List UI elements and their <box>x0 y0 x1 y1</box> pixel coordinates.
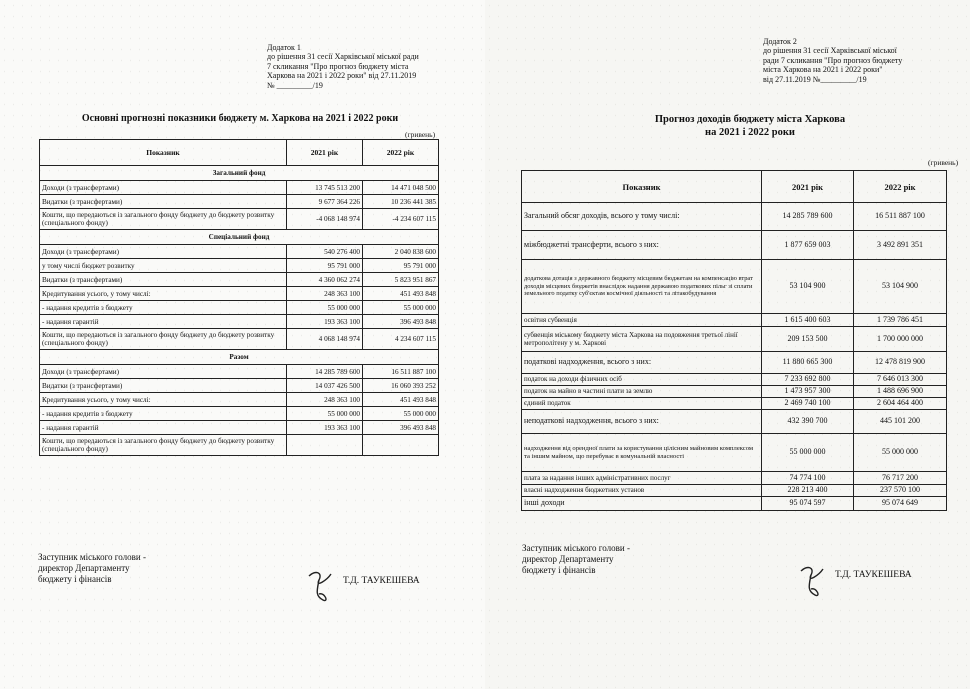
value-2021: 248 363 100 <box>287 393 363 407</box>
table-row <box>522 398 947 410</box>
table-row <box>40 181 439 195</box>
value-2022: 237 570 100 <box>854 485 947 497</box>
row-label: Кредитування усього, у тому числі: <box>40 393 287 407</box>
value-2021: 9 677 364 226 <box>287 195 363 209</box>
page-appendix-2 <box>485 0 970 689</box>
value-2022: 396 493 848 <box>363 315 439 329</box>
column-header: 2021 рік <box>762 171 854 203</box>
value-2021: 14 285 789 600 <box>762 203 854 231</box>
signatory-name: Т.Д. ТАУКЕШЕВА <box>835 570 912 580</box>
row-label: Кошти, що передаються із загального фонду бюджету до бюджету розвитку (спеціального фонду) <box>40 435 287 456</box>
table-row <box>40 259 439 273</box>
table-row <box>522 472 947 485</box>
signatory-line: директор Департаменту <box>522 554 614 564</box>
signatory-name: Т.Д. ТАУКЕШЕВА <box>343 576 420 586</box>
signatory-line: Заступник міського голови - <box>38 552 146 562</box>
row-label: додаткова дотація з державного бюджету місцевим бюджетам на компенсацію втрат доходів місцевих бюджетів внаслідок надання державою податкових пільг зі сплати земельного податку суб'єктам космічної діяльності та літакобудування <box>522 260 762 314</box>
row-label: Загальний обсяг доходів, всього у тому числі: <box>522 203 762 231</box>
table-row <box>522 203 947 231</box>
value-2022: 16 060 393 252 <box>363 379 439 393</box>
table-row <box>522 327 947 352</box>
addendum-line: Харкова на 2021 і 2022 роки" від 27.11.2019 <box>267 71 417 81</box>
row-label: інші доходи <box>522 497 762 511</box>
value-2022 <box>363 435 439 456</box>
value-2022: 451 493 848 <box>363 287 439 301</box>
row-label: власні надходження бюджетних установ <box>522 485 762 497</box>
addendum-line: до рішення 31 сесії Харківської міської <box>763 46 897 56</box>
value-2022: 445 101 200 <box>854 410 947 434</box>
row-label: податкові надходження, всього з них: <box>522 352 762 374</box>
value-2022: 53 104 900 <box>854 260 947 314</box>
addendum-line: Додаток 2 <box>763 37 797 46</box>
signatory-line: бюджету і фінансів <box>522 565 596 575</box>
value-2021: 55 000 000 <box>287 407 363 421</box>
value-2022: 7 646 013 300 <box>854 374 947 386</box>
table-row <box>522 352 947 374</box>
value-2022: 451 493 848 <box>363 393 439 407</box>
row-label: у тому числі бюджет розвитку <box>40 259 287 273</box>
value-2022: 1 488 696 900 <box>854 386 947 398</box>
table-row <box>40 365 439 379</box>
row-label: Кошти, що передаються із загального фонду бюджету до бюджету розвитку (спеціального фонду) <box>40 329 287 350</box>
column-header: 2022 рік <box>854 171 947 203</box>
value-2022: 396 493 848 <box>363 421 439 435</box>
value-2022: 16 511 887 100 <box>854 203 947 231</box>
table-row <box>522 386 947 398</box>
value-2021: 540 276 400 <box>287 245 363 259</box>
value-2022: 55 000 000 <box>363 407 439 421</box>
row-label: - надання гарантій <box>40 421 287 435</box>
row-label: Видатки (з трансфертами) <box>40 195 287 209</box>
value-2021: 4 360 062 274 <box>287 273 363 287</box>
table-row <box>522 434 947 472</box>
column-header: Показник <box>522 171 762 203</box>
value-2021: 209 153 500 <box>762 327 854 352</box>
table-row <box>522 314 947 327</box>
addendum-line: ради 7 скликання "Про прогноз бюджету <box>763 55 903 65</box>
section-row <box>40 350 439 365</box>
row-label: Доходи (з трансфертами) <box>40 181 287 195</box>
table-row <box>40 393 439 407</box>
value-2021: 228 213 400 <box>762 485 854 497</box>
section-title: Спеціальний фонд <box>40 230 439 245</box>
value-2021: 193 363 100 <box>287 421 363 435</box>
value-2022: 10 236 441 385 <box>363 195 439 209</box>
table-row <box>40 407 439 421</box>
row-label: субвенція міському бюджету міста Харкова на подовження третьої лінії метрополітену у м. Харкові <box>522 327 762 352</box>
table-row <box>522 374 947 386</box>
value-2021: 7 233 692 800 <box>762 374 854 386</box>
value-2021: 1 615 400 603 <box>762 314 854 327</box>
budget-indicators-table <box>39 139 439 456</box>
table-row <box>40 209 439 230</box>
table-row <box>40 195 439 209</box>
column-header: 2021 рік <box>287 140 363 166</box>
table-row <box>40 421 439 435</box>
value-2021: 14 285 789 600 <box>287 365 363 379</box>
table-row <box>40 379 439 393</box>
value-2021: 95 074 597 <box>762 497 854 511</box>
row-label: Видатки (з трансфертами) <box>40 273 287 287</box>
section-row <box>40 166 439 181</box>
row-label: плата за надання інших адміністративних послуг <box>522 472 762 485</box>
value-2022: 2 604 464 400 <box>854 398 947 410</box>
row-label: Доходи (з трансфертами) <box>40 365 287 379</box>
addendum-header <box>267 43 419 90</box>
signatory-position <box>38 552 146 585</box>
table-header-row <box>522 171 947 203</box>
value-2021: 1 473 957 300 <box>762 386 854 398</box>
page-title <box>590 113 910 139</box>
value-2022: 2 040 838 600 <box>363 245 439 259</box>
row-label: - надання гарантій <box>40 315 287 329</box>
table-row <box>522 497 947 511</box>
table-row <box>40 301 439 315</box>
row-label: Видатки (з трансфертами) <box>40 379 287 393</box>
table-row <box>522 485 947 497</box>
table-row <box>522 231 947 260</box>
value-2022: 95 074 649 <box>854 497 947 511</box>
unit-label: (гривень) <box>405 130 436 139</box>
section-title: Загальний фонд <box>40 166 439 181</box>
value-2022: -4 234 607 115 <box>363 209 439 230</box>
value-2021: -4 068 148 974 <box>287 209 363 230</box>
handwritten-signature <box>797 561 831 603</box>
title-line: на 2021 і 2022 роки <box>705 127 795 138</box>
row-label: неподаткові надходження, всього з них: <box>522 410 762 434</box>
signatory-line: директор Департаменту <box>38 563 130 573</box>
row-label: міжбюджетні трансферти, всього з них: <box>522 231 762 260</box>
column-header: 2022 рік <box>363 140 439 166</box>
signatory-line: бюджету і фінансів <box>38 574 112 584</box>
value-2021: 55 000 000 <box>762 434 854 472</box>
row-label: - надання кредитів з бюджету <box>40 407 287 421</box>
value-2021: 2 469 740 100 <box>762 398 854 410</box>
signatory-position <box>522 543 630 576</box>
row-label: - надання кредитів з бюджету <box>40 301 287 315</box>
table-row <box>40 435 439 456</box>
value-2022: 5 823 951 867 <box>363 273 439 287</box>
value-2022: 16 511 887 100 <box>363 365 439 379</box>
title-line: Прогноз доходів бюджету міста Харкова <box>654 114 846 125</box>
addendum-line: міста Харкова на 2021 і 2022 роки" <box>763 65 883 75</box>
value-2021: 4 068 148 974 <box>287 329 363 350</box>
value-2022: 76 717 200 <box>854 472 947 485</box>
table-header-row <box>40 140 439 166</box>
value-2022: 14 471 048 500 <box>363 181 439 195</box>
value-2021: 53 104 900 <box>762 260 854 314</box>
value-2021: 13 745 513 200 <box>287 181 363 195</box>
signatory-line: Заступник міського голови - <box>522 543 630 553</box>
value-2022: 1 700 000 000 <box>854 327 947 352</box>
table-row <box>40 245 439 259</box>
row-label: Доходи (з трансфертами) <box>40 245 287 259</box>
addendum-line: 7 скликання "Про прогноз бюджету міста <box>267 61 409 71</box>
row-label: Кредитування усього, у тому числі: <box>40 287 287 301</box>
value-2021: 14 037 426 500 <box>287 379 363 393</box>
addendum-line: Додаток 1 <box>267 43 301 52</box>
value-2022: 12 478 819 900 <box>854 352 947 374</box>
unit-label: (гривень) <box>928 158 959 167</box>
row-label: Кошти, що передаються із загального фонду бюджету до бюджету розвитку (спеціального фонду) <box>40 209 287 230</box>
addendum-line: від 27.11.2019 №_________/19 <box>763 74 867 84</box>
revenue-forecast-table <box>521 170 947 511</box>
handwritten-signature <box>305 566 339 608</box>
value-2022: 4 234 607 115 <box>363 329 439 350</box>
table-row <box>522 260 947 314</box>
value-2021: 1 877 659 003 <box>762 231 854 260</box>
table-row <box>40 287 439 301</box>
addendum-line: № _________/19 <box>267 80 323 90</box>
value-2022: 1 739 786 451 <box>854 314 947 327</box>
value-2021 <box>287 435 363 456</box>
value-2021: 74 774 100 <box>762 472 854 485</box>
value-2021: 248 363 100 <box>287 287 363 301</box>
addendum-line: до рішення 31 сесії Харківської міської ради <box>267 52 419 62</box>
row-label: надходження від орендної плати за користування цілісним майновим комплексом та іншим майном, що перебуває в комунальній власності <box>522 434 762 472</box>
row-label: податок на доходи фізичних осіб <box>522 374 762 386</box>
value-2022: 55 000 000 <box>854 434 947 472</box>
section-row <box>40 230 439 245</box>
addendum-header <box>763 37 902 84</box>
value-2021: 55 000 000 <box>287 301 363 315</box>
table-row <box>522 410 947 434</box>
value-2021: 95 791 000 <box>287 259 363 273</box>
row-label: податок на майно в частині плати за землю <box>522 386 762 398</box>
value-2021: 432 390 700 <box>762 410 854 434</box>
row-label: освітня субвенція <box>522 314 762 327</box>
row-label: єдиний податок <box>522 398 762 410</box>
value-2022: 95 791 000 <box>363 259 439 273</box>
page-title: Основні прогнозні показники бюджету м. Харкова на 2021 і 2022 роки <box>81 113 399 124</box>
table-row <box>40 329 439 350</box>
column-header: Показник <box>40 140 287 166</box>
table-row <box>40 273 439 287</box>
table-row <box>40 315 439 329</box>
value-2022: 55 000 000 <box>363 301 439 315</box>
section-title: Разом <box>40 350 439 365</box>
value-2021: 11 880 665 300 <box>762 352 854 374</box>
value-2022: 3 492 891 351 <box>854 231 947 260</box>
value-2021: 193 363 100 <box>287 315 363 329</box>
